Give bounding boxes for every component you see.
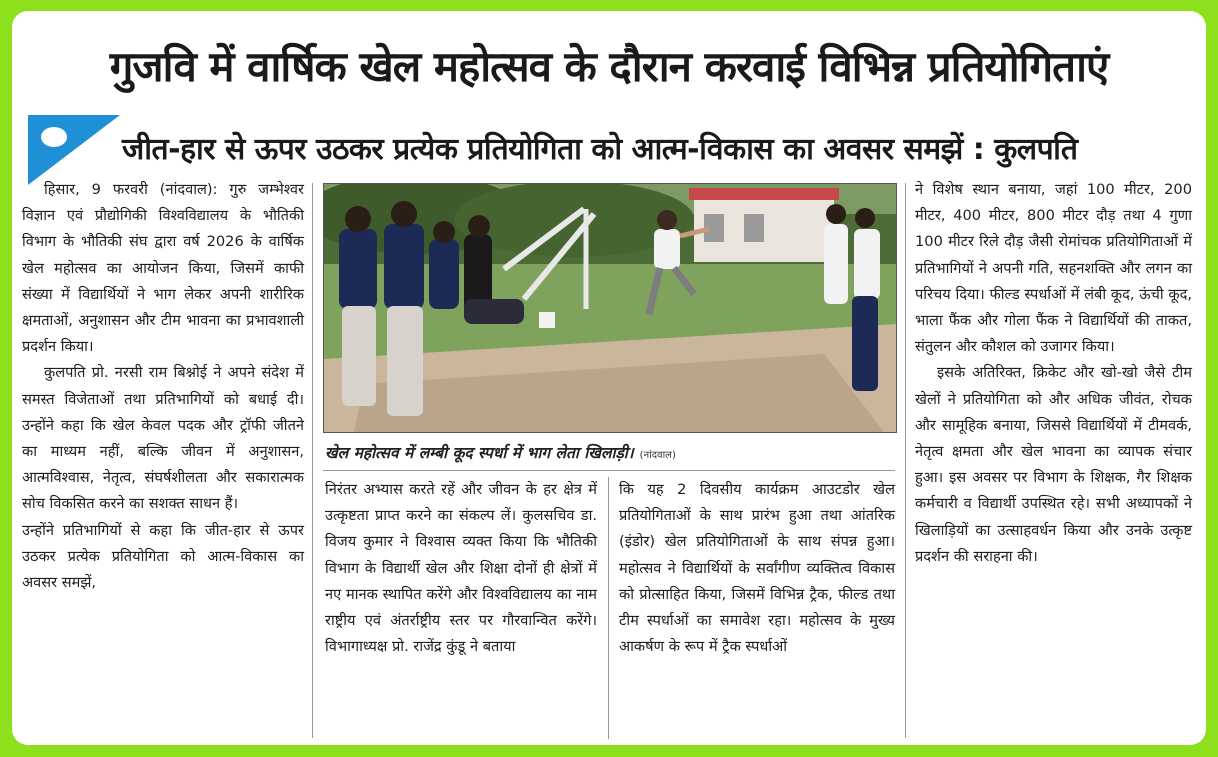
subheadline: जीत-हार से ऊपर उठकर प्रत्येक प्रतियोगिता को आत्म-विकास का अवसर समझें : कुलपति bbox=[122, 132, 1078, 167]
article-paragraph: निरंतर अभ्यास करते रहें और जीवन के हर क्षेत्र में उत्कृष्टता प्राप्त करने का संकल्प लें। कुलसचिव डा. विजय कुमार ने विश्वास व्यक्त किया कि भौतिकी विभाग के विद्यार्थी खेल और शिक्षा दोनों ही क्षेत्रों में नए मानक स्थापित करेंगे और विश्वविद्यालय का नाम राष्ट्रीय एवं अंतर्राष्ट्रीय स्तर पर गौरवान्वित करेंगे। विभागाध्यक्ष प्रो. राजेंद्र कुंडू ने बताया bbox=[325, 481, 597, 656]
long-jump-photo-illustration bbox=[324, 184, 896, 432]
photo-credit: (नांदवाल) bbox=[639, 450, 676, 461]
article-paragraph: ने विशेष स्थान बनाया, जहां 100 मीटर, 200 मीटर, 400 मीटर, 800 मीटर दौड़ तथा 4 गुणा 100 मीटर रिले दौड़ जैसी रोमांचक प्रतियोगिताओं में प्रतिभागियों ने अपनी गति, सहनशक्ति और लगन का परिचय दिया। फील्ड स्पर्धाओं में लंबी कूद, ऊंची कूद, भाला फैंक और गोला फैंक ने विद्यार्थियों की ताकत, संतुलन और कौशल को उजागर किया। bbox=[915, 181, 1192, 356]
column-divider bbox=[608, 477, 609, 739]
article-column-1 bbox=[22, 177, 304, 596]
photo-caption bbox=[325, 441, 895, 463]
article-column-3 bbox=[619, 477, 895, 660]
article-column-4 bbox=[915, 177, 1192, 570]
article-paragraph: उन्होंने प्रतिभागियों से कहा कि जीत-हार से ऊपर उठकर प्रत्येक प्रतियोगिता को आत्म-विकास का अवसर समझें, bbox=[22, 521, 304, 592]
column-divider bbox=[312, 183, 313, 738]
headline: गुजवि में वार्षिक खेल महोत्सव के दौरान करवाई विभिन्न प्रतियोगिताएं bbox=[109, 42, 1109, 91]
article-paragraph: कि यह 2 दिवसीय कार्यक्रम आउटडोर खेल प्रतियोगिताओं के साथ प्रारंभ हुआ तथा आंतरिक (इंडोर) खेल प्रतियोगिताओं के साथ संपन्न हुआ। महोत्सव ने विद्यार्थियों के सर्वांगीण व्यक्तित्व विकास को प्रोत्साहित किया, जिसमें विभिन्न ट्रैक, फील्ड तथा टीम स्पर्धाओं का समावेश रहा। महोत्सव के मुख्य आकर्षण के रूप में ट्रैक स्पर्धाओं bbox=[619, 481, 895, 656]
article-column-2 bbox=[325, 477, 597, 660]
corner-accent-mark bbox=[28, 115, 120, 185]
article-paragraph: हिसार, 9 फरवरी (नांदवाल): गुरु जम्भेश्वर विज्ञान एवं प्रौद्योगिकी विश्वविद्यालय के भौतिकी विभाग के भौतिकी संघ द्वारा वर्ष 2026 के वार्षिक खेल महोत्सव का आयोजन किया, जिसमें काफी संख्या में विद्यार्थियों ने भाग लेकर अपनी शारीरिक क्षमताओं, अनुशासन और टीम भावना का प्रभावशाली प्रदर्शन किया। bbox=[22, 181, 304, 356]
article-paragraph: इसके अतिरिक्त, क्रिकेट और खो-खो जैसे टीम खेलों ने प्रतियोगिता को और अधिक जीवंत, रोचक और सामूहिक बनाया, जिससे विद्यार्थियों में टीमवर्क, नेतृत्व क्षमता और खेल भावना का व्यापक संचार हुआ। इस अवसर पर विभाग के शिक्षक, गैर शिक्षक कर्मचारी व विद्यार्थी उपस्थित रहे। सभी अध्यापकों ने खिलाड़ियों का उत्साहवर्धन किया और उनके उत्कृष्ट प्रदर्शन की सराहना की। bbox=[915, 364, 1192, 565]
column-divider bbox=[905, 183, 906, 738]
photo-caption-text: खेल महोत्सव में लम्बी कूद स्पर्धा में भाग लेता खिलाड़ी। bbox=[325, 444, 634, 462]
news-photo-long-jump bbox=[323, 183, 897, 433]
article-paragraph: कुलपति प्रो. नरसी राम बिश्नोई ने अपने संदेश में समस्त विजेताओं तथा प्रतिभागियों को बधाई दी। उन्होंने कहा कि खेल केवल पदक और ट्रॉफी जीतने का माध्यम नहीं, बल्कि जीवन में अनुशासन, आत्मविश्वास, नेतृत्व, संघर्षशीलता और सकारात्मक सोच विकसित करने का सशक्त साधन हैं। bbox=[22, 364, 304, 513]
caption-divider bbox=[323, 470, 895, 471]
newspaper-clipping bbox=[12, 11, 1206, 745]
